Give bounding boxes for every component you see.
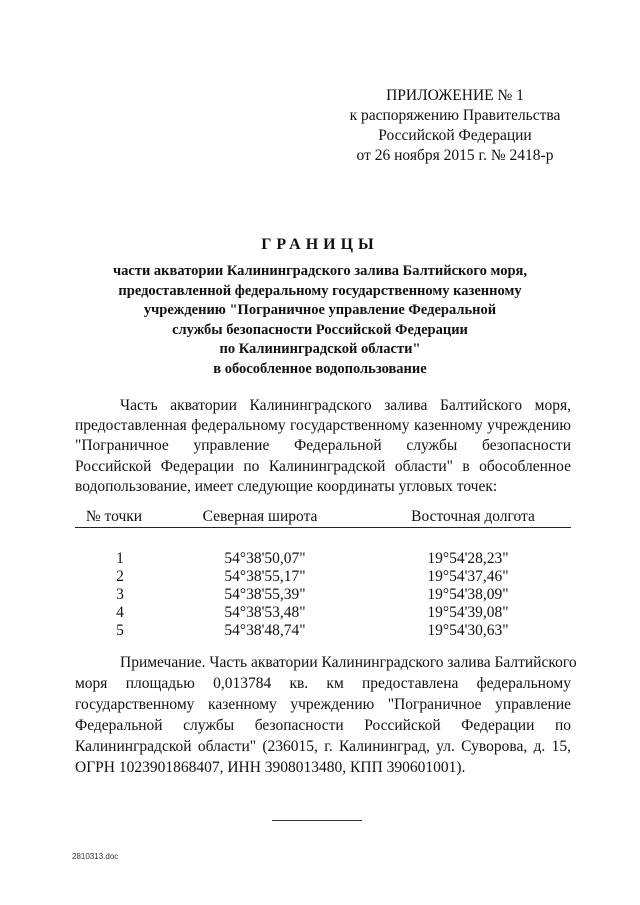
appendix-authority: Российской Федерации (378, 127, 532, 144)
latitude-value: 54°38'48,74" (224, 622, 306, 639)
intro-line: "Пограничное управление Федеральной службы безопасности (75, 437, 571, 455)
latitude-value: 54°38'55,17" (224, 568, 306, 585)
appendix-reference: к распоряжению Правительства (349, 107, 561, 124)
appendix-number: ПРИЛОЖЕНИЕ № 1 (386, 87, 524, 104)
coordinates-table (75, 506, 571, 640)
latitude-value: 54°38'53,48" (224, 604, 306, 621)
latitude-value: 54°38'55,39" (224, 586, 306, 603)
intro-line: Российской Федерации по Калининградской области" в обособленное (75, 457, 571, 475)
table-row (75, 550, 571, 568)
longitude-value: 19°54'39,08" (427, 604, 509, 621)
table-row (75, 568, 571, 586)
point-number: 3 (116, 586, 124, 603)
subtitle-line: службы безопасности Российской Федерации (172, 321, 468, 338)
table-row (75, 586, 571, 604)
longitude-value: 19°54'38,09" (427, 586, 509, 603)
latitude-value: 54°38'50,07" (224, 550, 306, 567)
table-row (75, 622, 571, 640)
appendix-date: от 26 ноября 2015 г. № 2418-р (356, 147, 554, 164)
point-number: 4 (116, 604, 124, 621)
intro-line: водопользование, имеет следующие координаты угловых точек: (75, 477, 498, 495)
appendix-header (340, 86, 570, 166)
table-header (75, 506, 571, 528)
header-east-longitude: Восточная долгота (411, 508, 535, 525)
point-number: 2 (116, 568, 124, 585)
point-number: 5 (116, 622, 124, 639)
document-title: ГРАНИЦЫ (261, 236, 379, 253)
subtitle-line: по Калининградской области" (219, 341, 421, 357)
note-paragraph (75, 652, 577, 778)
intro-paragraph (75, 396, 571, 497)
subtitle-line: предоставленной федеральному государственному казенному (118, 282, 522, 299)
note-line: Калининградской области" (236015, г. Калининград, ул. Суворова, д. 15, (75, 738, 571, 755)
note-line: ОГРН 1023901868407, ИНН 3908013480, КПП 390601001). (75, 759, 466, 776)
note-line: моря площадью 0,013784 кв. км предоставлена федеральному (75, 675, 571, 692)
table-body (75, 550, 571, 640)
subtitle-line: части акватории Калининградского залива Балтийского моря, (112, 263, 528, 279)
document-subtitle (60, 262, 580, 379)
header-north-latitude: Северная широта (202, 508, 318, 525)
longitude-value: 19°54'28,23" (427, 550, 509, 567)
intro-line: предоставленная федеральному государственному казенному учреждению (75, 417, 571, 435)
table-row (75, 604, 571, 622)
longitude-value: 19°54'37,46" (427, 568, 509, 585)
document-file-code: 2810313.doc (72, 852, 119, 861)
subtitle-line: учреждению "Пограничное управление Федеральной (143, 302, 497, 318)
note-line: Примечание. Часть акватории Калининградского залива Балтийского (120, 654, 577, 671)
subtitle-line: в обособленное водопользование (213, 360, 427, 377)
end-divider (272, 820, 362, 821)
note-line: Федеральной службы безопасности Российской Федерации по (75, 717, 571, 734)
note-line: государственному казенному учреждению "Пограничное управление (75, 696, 571, 713)
longitude-value: 19°54'30,63" (427, 622, 509, 639)
point-number: 1 (116, 550, 124, 567)
header-point-number: № точки (85, 508, 143, 525)
intro-line: Часть акватории Калининградского залива Балтийского моря, (120, 397, 571, 414)
